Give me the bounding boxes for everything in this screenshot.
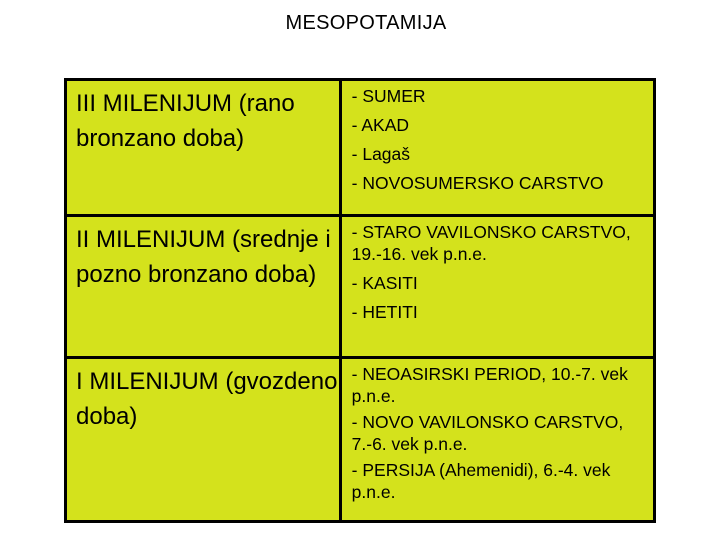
events-cell (340, 358, 654, 522)
period-label: I MILENIJUM (gvozdeno doba) (76, 368, 338, 430)
list-item: - PERSIJA (Ahemenidi), 6.-4. vek p.n.e. (351, 460, 611, 502)
list-item: - KASITI (351, 273, 418, 293)
events-list (342, 217, 653, 323)
table-row (66, 80, 655, 216)
events-list (342, 359, 653, 503)
table-row (66, 358, 655, 522)
events-list (342, 81, 653, 194)
period-cell (66, 80, 341, 216)
list-item: - STARO VAVILONSKO CARSTVO, 19.-16. vek p.n.e. (351, 222, 631, 264)
list-item: - Lagaš (351, 144, 411, 164)
list-item: - SUMER (351, 86, 426, 106)
period-label: III MILENIJUM (rano bronzano doba) (76, 90, 295, 152)
list-item: - HETITI (351, 302, 418, 322)
period-cell (66, 358, 341, 522)
period-label: II MILENIJUM (srednje i pozno bronzano doba) (76, 226, 331, 288)
list-item: - AKAD (351, 115, 410, 135)
chronology-table (64, 78, 656, 523)
period-cell (66, 216, 341, 358)
events-cell (340, 216, 654, 358)
table-row (66, 216, 655, 358)
list-item: - NOVOSUMERSKO CARSTVO (351, 173, 604, 193)
list-item: - NEOASIRSKI PERIOD, 10.-7. vek p.n.e. (351, 364, 628, 406)
page-title: MESOPOTAMIJA (285, 12, 447, 34)
list-item: - NOVO VAVILONSKO CARSTVO, 7.-6. vek p.n.e. (351, 412, 624, 454)
events-cell (340, 80, 654, 216)
